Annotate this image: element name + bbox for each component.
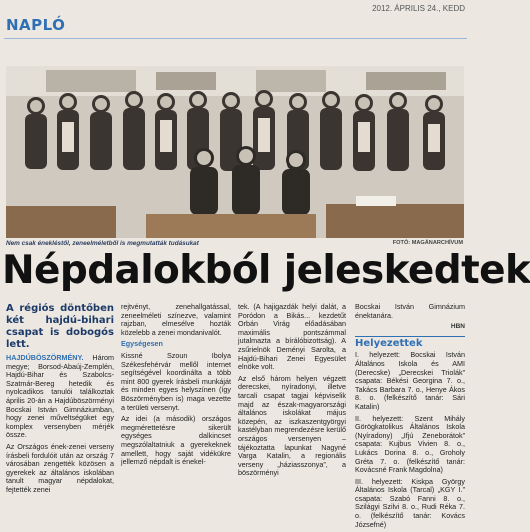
article-lead: A régiós döntőben két hajdú-bihari csapat is dobogós lett. bbox=[6, 303, 114, 350]
article-paragraph: rejtvényt, zenehallgatással, zeneelméleti színezve, valamint rajzban, elmesélve hozták közelebb a zenei mondanivalót. bbox=[121, 302, 231, 337]
photo-credit: FOTÓ: MAGÁNARCHÍVUM bbox=[392, 240, 463, 246]
article-subheading: Egységesen bbox=[121, 339, 163, 349]
article-paragraph-text: Három megye; Borsod-Abaúj-Zemplén, Hajdú-Bihar és Szabolcs-Szatmár-Bereg hetedik és nyolcadikos tanulói találkoztak április 20-án a Hajdúböszörményi Bocskai István Gimnáziumban, hogy zenei műveltségüket egy komplex versenyben mérjék össze. bbox=[6, 353, 114, 440]
result-item: III. helyezett: Kiskpa György Általános Iskola (Tarcal) „KGY I.” csapata: Szabó Fanni 8. o., Szilágyi Szilvi 8. o., Rudi Réka 7. o. (felkészítő tanár: Kovács Józsefné) bbox=[355, 476, 465, 529]
article-paragraph: Az Országos ének-zenei verseny írásbeli fordulóit után az ország 7 városában zengették közösen a gyerekek az általános iskolában tanult magyar népdalokat, fejtették zenei bbox=[6, 441, 114, 494]
results-box-title: Helyezettek bbox=[355, 336, 465, 349]
article-paragraph: Az idei (a második) országos megmérettetésre sikerült egységes dalkincset megszólaltatniuk a gyerekeknek amellett, hogy saját vidékükre jellemző népdalt is énekel- bbox=[121, 414, 231, 467]
article-column-2 bbox=[121, 303, 231, 470]
section-label: NAPLÓ bbox=[6, 16, 66, 34]
article-dateline: HAJDÚBÖSZÖRMÉNY. bbox=[6, 353, 84, 362]
article-paragraph: tek. (A hajigazdák helyi dalát, a Poródon a Bikás... kezdetűt Orbán Virág előadásában maximális pontszámmal jutalmazta a bírálóbizottság). A zsűrielnök Deményi Sarolta, a Hajdú-Bihari Zenei Egyesület elnöke volt. bbox=[238, 302, 346, 372]
author-signature: HBN bbox=[450, 323, 465, 331]
article-paragraph: Az első három helyen végzett derecskei, nyíradonyi, illetve tarcali csapat tagjai képviselik majd az észak-magyarországi általános iskolákat május közepén, az iszkaszentgyörgyi kastélyban megrendezésre kerülő országos versenyen – tájékoztatta lapunkat Nagyné Varga Katalin, a regionális verseny „háziasszonya”, a böszörményi bbox=[238, 373, 346, 478]
issue-date: 2012. ÁPRILIS 24., KEDD bbox=[372, 4, 465, 13]
photo-caption: Nem csak énekléstől, zeneelméletből is megmutatták tudásukat bbox=[6, 240, 199, 247]
article-paragraph: Bocskai István Gimnázium énektanára. bbox=[355, 302, 465, 320]
article-paragraph bbox=[6, 354, 114, 440]
article-column-3 bbox=[238, 303, 346, 481]
article-headline: Népdalokból jeleskedtek bbox=[2, 248, 530, 293]
result-item: II. helyezett: Szent Mihály Görögkatolikus Általános Iskola (Nyíradony) „Ifjú Zeneborátok” csapata: Kujbus Vivien 8. o., Lukács Dorina 8. o., Groholy Gréta 7. o. (felkészítő tanár: Kovácsné Frank Magdolna) bbox=[355, 413, 465, 475]
article-paragraph: Kissné Szoun Ibolya Székesfehérvár mellől internet segítségével koordinálta a több mint 800 gyerek írásbeli munkáját és minden egyes helyszínen (így Böszörményben is) maga vezette a területi versenyt. bbox=[121, 350, 231, 412]
group-photo-illustration bbox=[6, 66, 464, 238]
article-column-1 bbox=[6, 303, 114, 498]
group-photo bbox=[6, 66, 464, 238]
page-header bbox=[0, 0, 471, 42]
article-column-4 bbox=[355, 303, 465, 532]
result-item: I. helyezett: Bocskai István Általános Iskola és AMI (Derecske) „Derecskei Triolák” csapata: Békési Georgina 7. o., Takács Barbara 7. o., Henye Ákos 8. o. (felkészítő tanár: Sári Katalin) bbox=[355, 350, 465, 411]
header-divider bbox=[4, 38, 467, 39]
